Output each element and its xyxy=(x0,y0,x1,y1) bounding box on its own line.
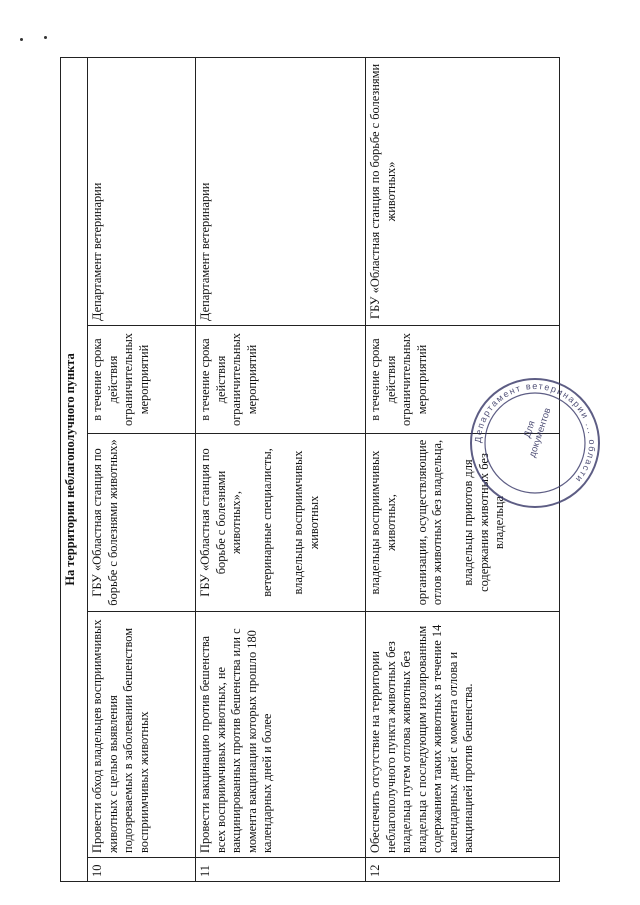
term-cell: в течение срока действия ограничительных мероприятий xyxy=(196,326,366,434)
executors-cell: ГБУ «Областная станция по борьбе с болезнями животных», ветеринарные специалисты, владельцы восприимчивых животных xyxy=(196,434,366,612)
measure-cell: Провести обход владельцев восприимчивых животных с целью выявления подозреваемых в заболевании бешенством восприимчивых животных xyxy=(88,612,196,858)
measures-table xyxy=(60,57,560,882)
table-row xyxy=(88,57,196,881)
table-row xyxy=(366,57,560,881)
table-row xyxy=(196,57,366,881)
scan-speck xyxy=(20,38,23,41)
responsible-cell: Департамент ветеринарии xyxy=(88,57,196,325)
row-number: 12 xyxy=(366,858,560,882)
executors-cell: ГБУ «Областная станция по борьбе с болезнями животных» xyxy=(88,434,196,612)
scan-speck xyxy=(44,36,47,39)
term-cell: в течение срока действия ограничительных мероприятий xyxy=(88,326,196,434)
rotated-page-content xyxy=(60,58,560,882)
responsible-cell: ГБУ «Областная станция по борьбе с болезнями животных» xyxy=(366,57,560,325)
measure-cell: Провести вакцинацию против бешенства всех восприимчивых животных, не вакцинированных против бешенства или с момента вакцинации которых прошло 180 календарных дней и более xyxy=(196,612,366,858)
executors-cell: владельцы восприимчивых животных, организации, осуществляющие отлов животных без владельца, владельцы приютов для содержания животных без владельца xyxy=(366,434,560,612)
stamp-ring-text: Департамент ветеринарии ... области xyxy=(472,380,598,486)
row-number: 11 xyxy=(196,858,366,882)
row-number: 10 xyxy=(88,858,196,882)
section-header: На территории неблагополучного пункта xyxy=(61,57,88,881)
stamp-center-text: Для документов xyxy=(521,406,554,459)
section-header-row xyxy=(61,57,88,881)
measure-cell: Обеспечить отсутствие на территории неблагополучного пункта животных без владельца путем отлова животных без владельца с последующим изолированным содержанием таких животных в течение 14 календарных дней с момента отлова и вакцинацией против бешенства. xyxy=(366,612,560,858)
responsible-cell: Департамент ветеринарии xyxy=(196,57,366,325)
term-cell: в течение срока действия ограничительных мероприятий xyxy=(366,326,560,434)
